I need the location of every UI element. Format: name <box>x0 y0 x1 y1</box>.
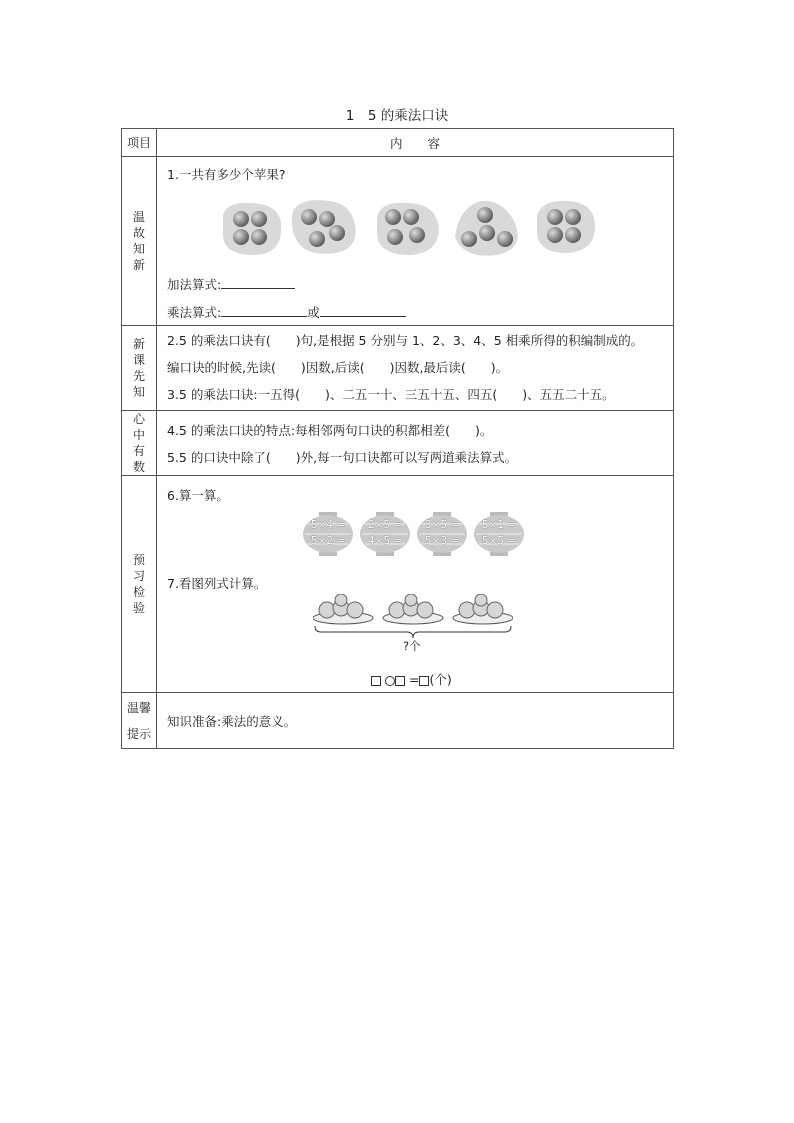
equals-sign: = <box>408 672 420 687</box>
section-label-new: 新课先知 <box>122 326 157 411</box>
or-text: 或 <box>307 305 320 320</box>
header-content: 内 容 <box>157 129 674 157</box>
question-5: 5.5 的口诀中除了( )外,每一句口诀都可以写两道乘法算式。 <box>167 450 518 465</box>
lantern-expr: 3×5 = <box>424 519 460 531</box>
lantern-expr: 2×5 = <box>367 519 403 531</box>
multiplication-blank-1[interactable] <box>221 304 307 317</box>
lantern-expr: 5×4 = <box>310 519 346 531</box>
section-label-preview: 预习检验 <box>122 476 157 693</box>
equation-template <box>371 670 452 688</box>
apple-plate <box>455 201 518 256</box>
tip-text: 知识准备:乘法的意义。 <box>167 713 297 729</box>
operator-circle[interactable] <box>385 676 395 686</box>
lantern-3 <box>417 512 467 556</box>
lantern-1 <box>303 512 353 556</box>
question-1: 1.一共有多少个苹果? <box>167 167 286 182</box>
brace-label: ?个 <box>403 639 421 653</box>
section-mind <box>157 411 674 476</box>
worksheet-table <box>121 128 674 749</box>
apple-plate <box>292 200 356 254</box>
addition-line <box>167 275 295 293</box>
section-label-mind: 心中有数 <box>122 411 157 476</box>
bun-plate <box>383 594 443 624</box>
question-3: 3.5 的乘法口诀:一五得( )、二五一十、三五十五、四五( )、五五二十五。 <box>167 387 615 402</box>
unit-label: (个) <box>429 672 452 687</box>
section-preview <box>157 476 674 693</box>
answer-box[interactable] <box>371 676 381 686</box>
lantern-expr: 4×5 = <box>367 535 403 547</box>
lantern-expr: 5×5 = <box>481 535 517 547</box>
section-review <box>157 157 674 326</box>
lantern-4 <box>474 512 524 556</box>
apples-illustration <box>217 197 597 261</box>
header-item: 项目 <box>122 129 157 157</box>
question-2a: 2.5 的乘法口诀有( )句,是根据 5 分别与 1、2、3、4、5 相乘所得的积编制成的。 <box>167 333 644 348</box>
answer-box[interactable] <box>419 676 429 686</box>
section-label-tip: 温馨 提示 <box>122 693 157 749</box>
lantern-2 <box>360 512 410 556</box>
total-brace <box>315 626 511 638</box>
apple-plate <box>377 203 439 255</box>
question-2b: 编口诀的时候,先读( )因数,后读( )因数,最后读( )。 <box>167 360 509 375</box>
section-new <box>157 326 674 411</box>
multiplication-line <box>167 303 406 321</box>
multiplication-label: 乘法算式: <box>167 305 222 320</box>
bun-plate <box>453 594 513 624</box>
addition-blank[interactable] <box>221 276 295 289</box>
question-6: 6.算一算。 <box>167 488 229 503</box>
lantern-expr: 5×3 = <box>424 535 460 547</box>
addition-label: 加法算式: <box>167 277 222 292</box>
apple-plate <box>223 203 281 255</box>
page-title: 1 5 的乘法口诀 <box>345 108 449 124</box>
section-tip <box>157 693 674 749</box>
apple-plate <box>537 201 595 253</box>
lantern-expr: 5×2 = <box>310 535 346 547</box>
answer-box[interactable] <box>395 676 405 686</box>
question-4: 4.5 的乘法口诀的特点:每相邻两句口诀的积都相差( )。 <box>167 423 493 438</box>
question-7: 7.看图列式计算。 <box>167 576 267 591</box>
multiplication-blank-2[interactable] <box>320 304 406 317</box>
bun-plate <box>313 594 373 624</box>
section-label-review: 温故知新 <box>122 157 157 326</box>
lantern-expr: 5×1 = <box>481 519 517 531</box>
